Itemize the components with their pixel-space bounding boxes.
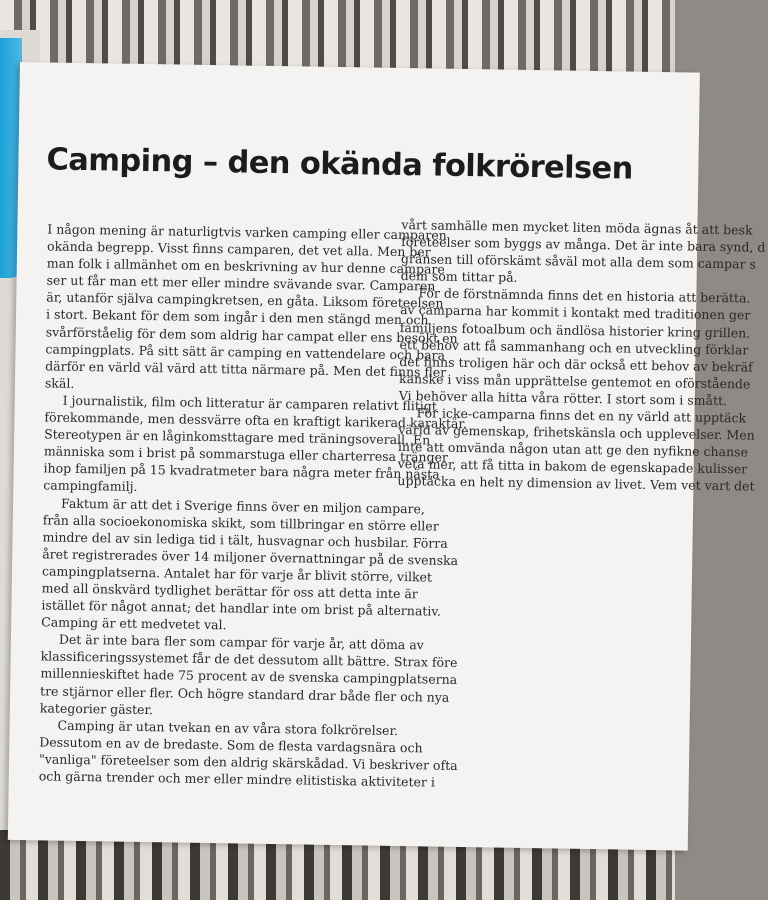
text-line: "vanliga" företeelser som den aldrig skärskådad. Vi beskriver ofta [38,751,458,773]
text-line: från alla socioekonomiska skikt, som tillbringar en större eller [42,512,439,534]
text-line: ser ut får man ett mer eller mindre svävande svar. Camparen [46,272,436,294]
text-line: Camping är ett medvetet val. [41,614,227,633]
text-line: är, utanför själva campingkretsen, en gåta. Liksom företeelsen [46,289,444,312]
text-line: Faktum är att det i Sverige finns över en miljon campare, [60,495,426,516]
paragraph [38,716,458,790]
text-line: av camparna har kommit i kontakt med traditionen ger [400,302,751,323]
text-line: ihop familjen på 15 kvadratmeter bara några meter från nästa [43,460,440,482]
paragraph [43,391,468,499]
paragraph [39,631,458,722]
text-line: upptäcka en helt ny dimension av livet. Vem vet vart det [397,473,755,494]
text-line: Dessutom en av de bredaste. Som de flesta vardagsnära och [39,734,423,756]
text-line: millennieskiftet hade 75 procent av de svenska campingplatserna [40,665,458,688]
text-line: i stort. Bekant för dem som ingår i den men stängd men och [45,306,429,328]
text-line: därför en värld väl värd att titta närmare på. Men det finns fler [45,358,447,380]
text-line: I journalistik, film och litteratur är camparen relativt flitigt [62,392,438,414]
text-line: vårt samhälle men mycket liten möda ägnas åt att besk [401,217,753,238]
text-line: skäl. [44,375,75,391]
text-line: Stereotypen är en låginkomsttagare med träningsoverall. En [44,426,431,448]
text-column-right [397,216,766,494]
text-line: ett behov att få sammanhang och en utveckling förklar [399,336,749,358]
text-line: mindre del av sin lediga tid i tält, husvagnar och husbilar. Förra [42,529,448,551]
text-line: året registrerades över 14 miljoner övernattningar på de svenska [42,546,459,568]
text-line: kategorier gäster. [39,700,154,717]
text-line: För icke-camparna finns det en ny värld att upptäck [416,405,747,426]
text-line: okända begrepp. Visst finns camparen, det vet alla. Men ber [46,238,431,260]
book-page [8,62,766,851]
text-line: För de förstnämnda finns det en historia att berätta. [418,285,751,306]
text-line: campingfamilj. [43,477,138,495]
paragraph [397,404,755,494]
text-line: dem som tittar på. [400,268,518,286]
text-line: och gärna trender och mer eller mindre elitistiska aktiviteter i [38,768,436,790]
text-line: med all önskvärd tydlighet berättar för oss att detta inte är [41,580,418,602]
text-line: svårförståelig för dem som aldrig har campat eller ens besökt en [45,324,458,346]
text-line: det finns troligen här och där också ett behov av bekräf [399,353,753,375]
paragraph [41,494,459,636]
text-line: istället för något annat; det handlar inte om brist på alternativ. [41,597,442,619]
text-line: gränsen till oförskämt såväl mot alla dem som campar s [400,251,757,272]
text-line: I någon mening är naturligtvis varken camping eller camparen [47,221,447,243]
text-line: klassificeringssystemet får de det dessutom allt bättre. Strax före [40,648,458,671]
text-line: campingplats. På sitt sätt är camping en vattendelare och bara [45,341,446,363]
text-line: förekommande, men dessvärre ofta en kraftigt karikerad karaktär. [44,409,468,432]
page-title: Camping – den okända folkrörelsen [46,142,634,187]
paragraph [44,220,458,397]
text-line: campingplatserna. Antalet har för varje år blivit större, vilket [41,563,433,585]
text-line: företeelser som byggs av många. Det är inte bara synd, d [401,234,766,255]
paragraph [398,284,753,409]
text-line: värld av gemenskap, frihetskänsla och upplevelser. Men [398,422,755,443]
text-line: Vi behöver alla hitta våra rötter. I stort som i smått. [398,387,728,409]
text-line: inte att omvända någon utan att ge den nyfikne chanse [397,439,749,460]
text-line: veta mer, att få titta in bakom de egenskapade kulisser [397,456,748,477]
text-line: familjens fotoalbum och ändlösa historier kring grillen. [399,319,751,341]
text-line: tre stjärnor eller fler. Och högre standard drar både fler och nya [40,682,450,705]
text-line: människa som i brist på sommarstuga eller charterresa tränger [43,443,449,465]
text-line: Camping är utan tvekan en av våra stora folkrörelser. [57,717,399,738]
text-line: kanske i viss mån upprättelse gentemot en oförstående [398,370,751,392]
text-line: Det är inte bara fler som campar för varje år, att döma av [58,631,424,653]
text-line: man folk i allmänhet om en beskrivning av hur denne campare [46,255,445,277]
paragraph [400,216,766,289]
